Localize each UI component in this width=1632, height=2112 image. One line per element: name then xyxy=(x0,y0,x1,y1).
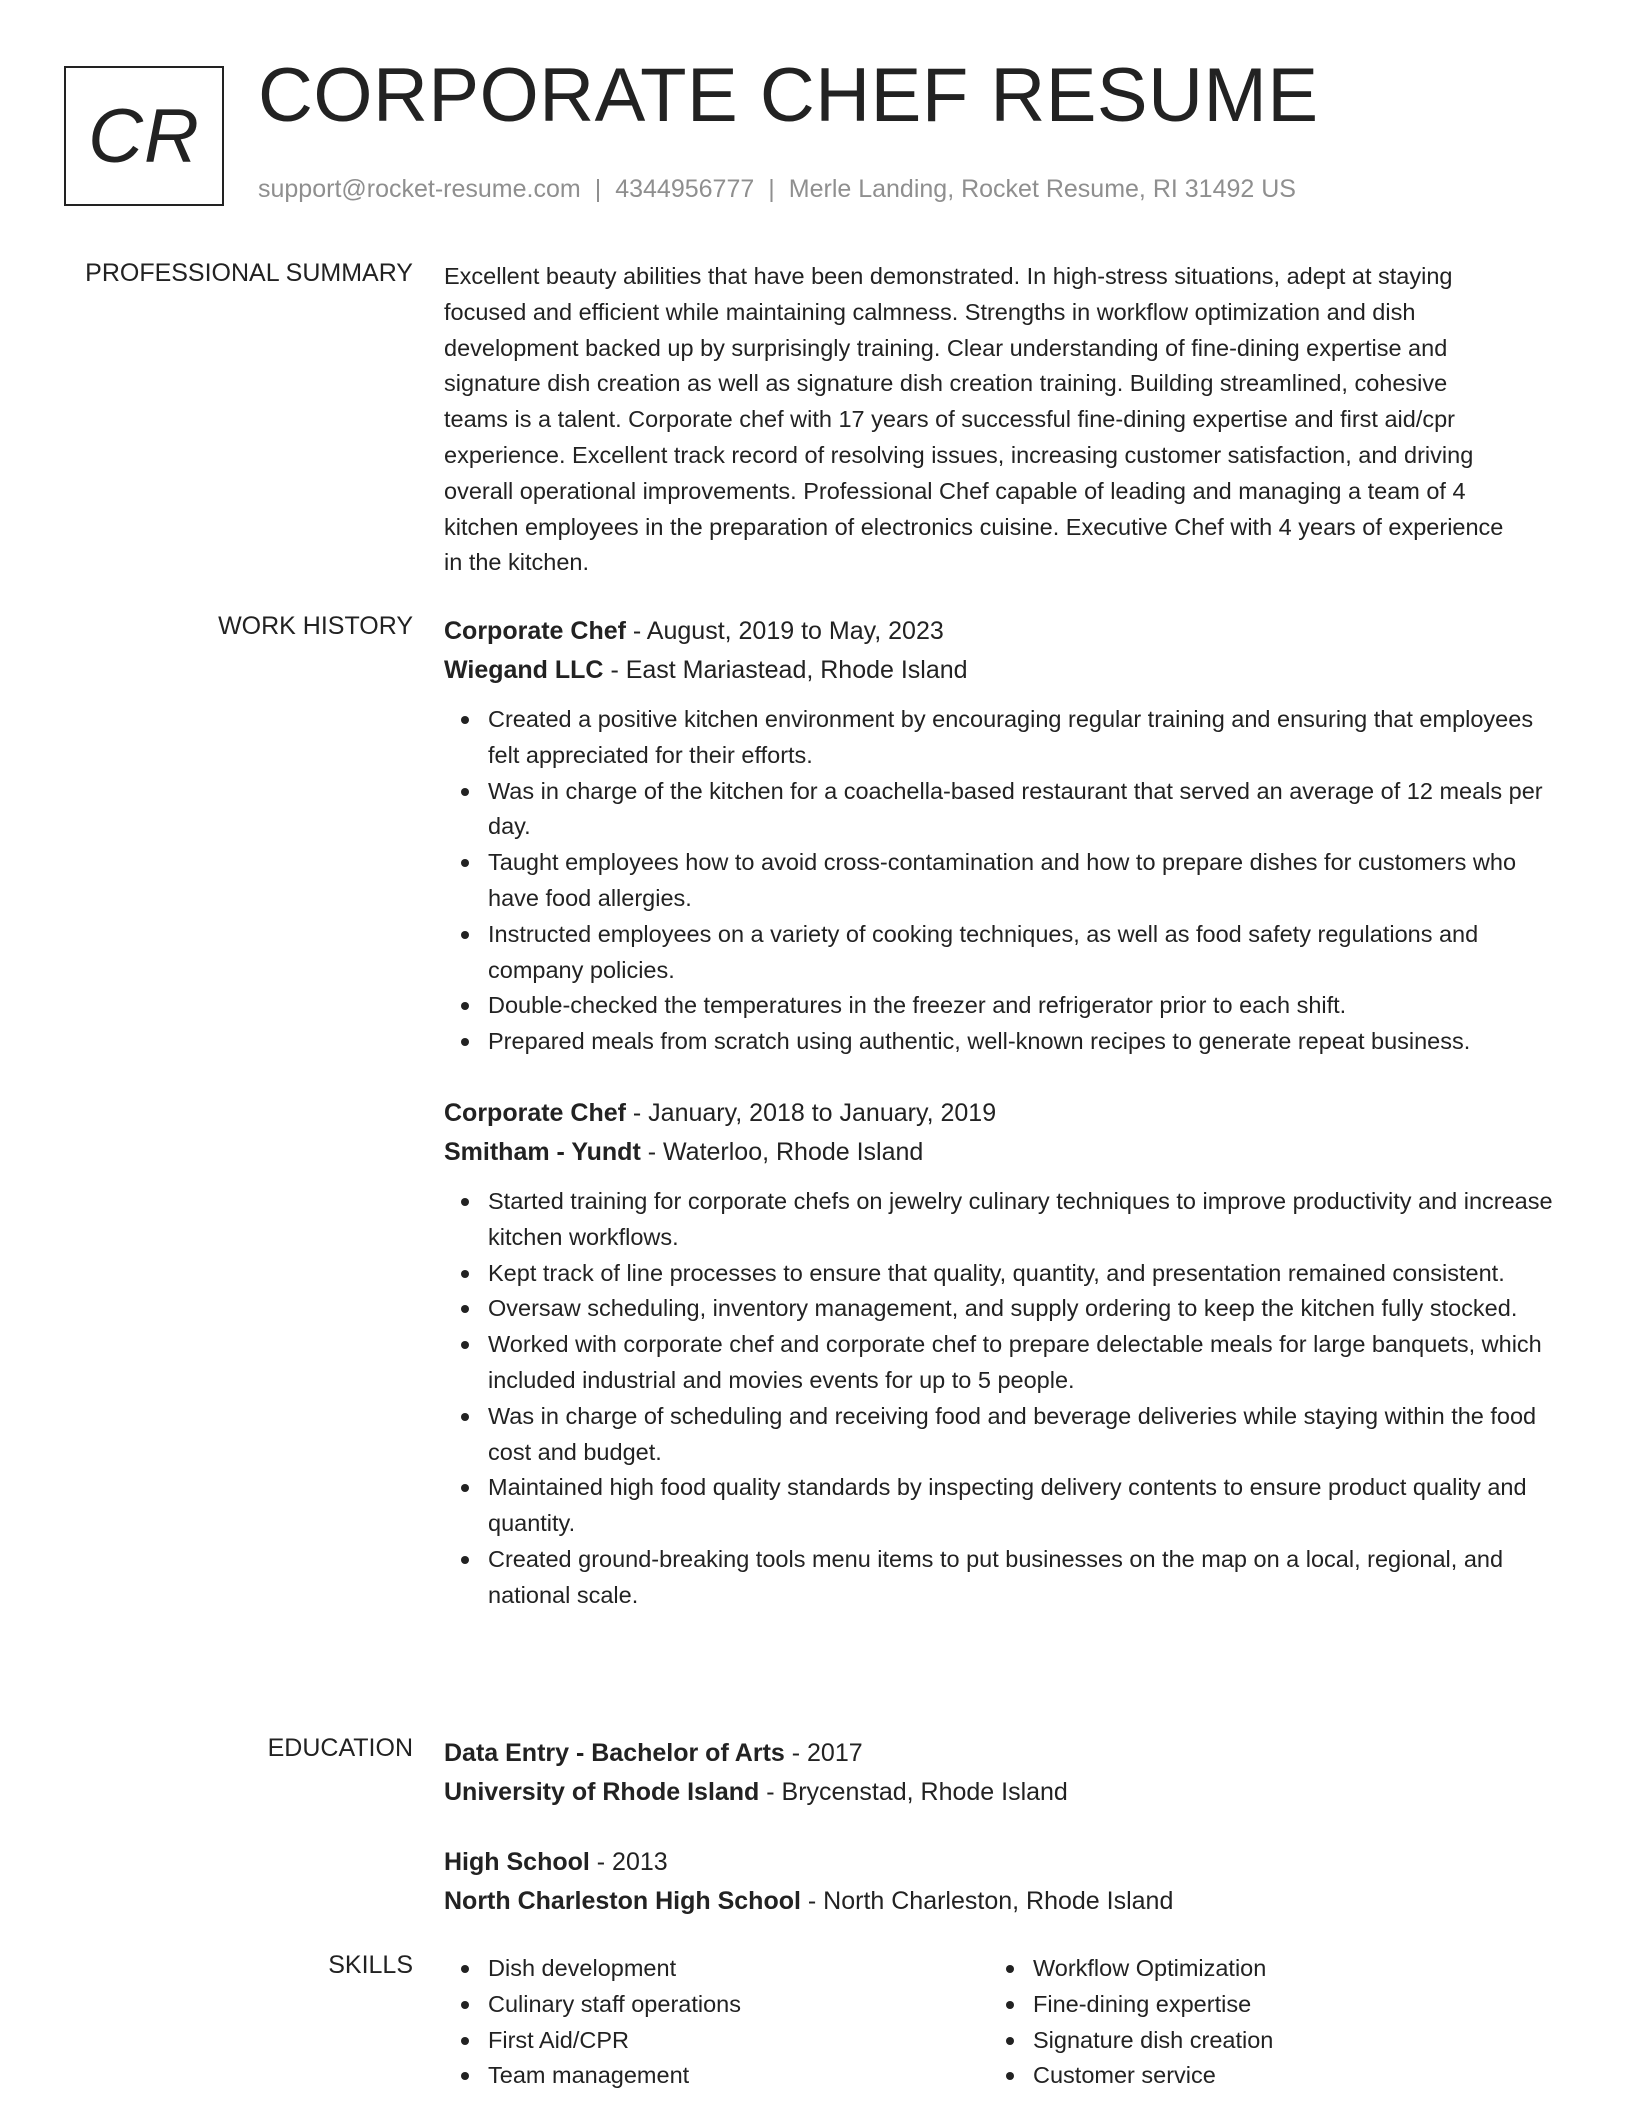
contact-phone[interactable]: 4344956777 xyxy=(615,175,755,203)
education-body xyxy=(444,1734,1562,1921)
education-year: - 2013 xyxy=(589,1848,668,1876)
education-degree-line xyxy=(444,1843,1562,1882)
section-label-work: WORK HISTORY xyxy=(218,612,413,640)
job-dates: - January, 2018 to January, 2019 xyxy=(625,1098,997,1127)
skill-item: First Aid/CPR xyxy=(488,2023,741,2059)
skill-item: Customer service xyxy=(1033,2058,1273,2094)
job-bullet: Kept track of line processes to ensure that quality, quantity, and presentation remained consistent. xyxy=(488,1256,1562,1292)
job-bullet: Created ground-breaking tools menu items to put businesses on the map on a local, regional, and national scale. xyxy=(488,1542,1562,1614)
summary-line: experience. Excellent track record of resolving issues, increasing customer satisfaction, and driving xyxy=(444,441,1474,468)
summary-line: Excellent beauty abilities that have been demonstrated. In high-stress situations, adept at staying xyxy=(444,263,1453,289)
job-location: - Waterloo, Rhode Island xyxy=(640,1137,924,1166)
education-school: University of Rhode Island xyxy=(444,1778,760,1806)
job-bullet: Instructed employees on a variety of cooking techniques, as well as food safety regulations and company policies. xyxy=(488,917,1562,989)
job-company-line xyxy=(444,1133,1562,1172)
job-title-line xyxy=(444,1094,1562,1133)
contact-separator: | xyxy=(768,175,775,203)
job-company: Wiegand LLC xyxy=(444,656,604,684)
summary-line: focused and efficient while maintaining calmness. Strengths in workflow optimization and dish xyxy=(444,298,1416,325)
job-title-line xyxy=(444,612,1562,651)
education-entry xyxy=(444,1843,1562,1921)
education-degree-line xyxy=(444,1734,1562,1773)
education-school-line xyxy=(444,1773,1562,1812)
education-school: North Charleston High School xyxy=(444,1887,801,1915)
skills-list xyxy=(989,1951,1273,2094)
skills-column-right xyxy=(989,1951,1273,2094)
summary-line: signature dish creation as well as signature dish creation training. Building streamlined, cohesive xyxy=(444,370,1448,397)
section-label-skills: SKILLS xyxy=(328,1951,413,1979)
summary-line: in the kitchen. xyxy=(444,549,590,576)
education-location: - North Charleston, Rhode Island xyxy=(800,1887,1174,1915)
skill-item: Dish development xyxy=(488,1951,741,1987)
contact-email[interactable]: support@rocket-resume.com xyxy=(258,175,581,203)
monogram-badge: CR xyxy=(64,66,224,206)
job-company: Smitham - Yundt xyxy=(444,1137,641,1166)
summary-line: development backed up by surprisingly training. Clear understanding of fine-dining expertise and xyxy=(444,334,1448,361)
summary-text xyxy=(444,259,1562,581)
skill-item: Signature dish creation xyxy=(1033,2023,1273,2059)
contact-separator: | xyxy=(594,175,602,203)
education-year: - 2017 xyxy=(784,1739,863,1767)
job-bullet: Prepared meals from scratch using authentic, well-known recipes to generate repeat business. xyxy=(488,1024,1562,1060)
summary-body xyxy=(444,259,1562,581)
skill-item: Workflow Optimization xyxy=(1033,1951,1273,1987)
job-bullet: Oversaw scheduling, inventory management, and supply ordering to keep the kitchen fully stocked. xyxy=(488,1291,1562,1327)
job-bullets xyxy=(444,702,1562,1060)
job-bullet: Taught employees how to avoid cross-contamination and how to prepare dishes for customers who have food allergies. xyxy=(488,845,1562,917)
contact-address: Merle Landing, Rocket Resume, RI 31492 US xyxy=(788,175,1296,203)
job-bullets xyxy=(444,1184,1562,1614)
job-bullet: Started training for corporate chefs on jewelry culinary techniques to improve productivity and increase kitchen workflows. xyxy=(488,1184,1562,1256)
job-title: Corporate Chef xyxy=(444,1098,626,1127)
skills-list xyxy=(444,1951,741,2094)
job-bullet: Double-checked the temperatures in the freezer and refrigerator prior to each shift. xyxy=(488,988,1562,1024)
skills-column-left xyxy=(444,1951,741,2094)
job-entry xyxy=(444,1094,1562,1614)
skill-item: Team management xyxy=(488,2058,741,2094)
skill-item: Culinary staff operations xyxy=(488,1987,741,2023)
job-title: Corporate Chef xyxy=(444,617,626,645)
section-label-summary: PROFESSIONAL SUMMARY xyxy=(85,259,413,287)
job-bullet: Was in charge of the kitchen for a coachella-based restaurant that served an average of 12 meals per day. xyxy=(488,774,1562,846)
section-label-education: EDUCATION xyxy=(267,1734,413,1762)
education-school-line xyxy=(444,1882,1562,1921)
summary-line: teams is a talent. Corporate chef with 17 years of successful fine-dining expertise and first aid/cpr xyxy=(444,406,1455,433)
job-bullet: Created a positive kitchen environment by encouraging regular training and ensuring that employees felt appreciated for their efforts. xyxy=(488,702,1562,774)
education-degree: Data Entry - Bachelor of Arts xyxy=(444,1739,785,1767)
job-bullet: Was in charge of scheduling and receiving food and beverage deliveries while staying within the food cost and budget. xyxy=(488,1399,1562,1471)
job-bullet: Worked with corporate chef and corporate chef to prepare delectable meals for large banquets, which included industrial and movies events for up to 5 people. xyxy=(488,1327,1562,1399)
skill-item: Fine-dining expertise xyxy=(1033,1987,1273,2023)
education-location: - Brycenstad, Rhode Island xyxy=(759,1778,1068,1806)
job-location: - East Mariastead, Rhode Island xyxy=(603,656,968,684)
job-bullet: Maintained high food quality standards by inspecting delivery contents to ensure product quality and quantity. xyxy=(488,1470,1562,1542)
education-degree: High School xyxy=(444,1848,590,1876)
summary-line: overall operational improvements. Professional Chef capable of leading and managing a team of 4 xyxy=(444,477,1466,504)
summary-line: kitchen employees in the preparation of electronics cuisine. Executive Chef with 4 years of experience xyxy=(444,513,1504,540)
job-entry xyxy=(444,612,1562,1060)
work-body xyxy=(444,612,1562,1614)
contact-line xyxy=(258,175,1296,204)
resume-title: CORPORATE CHEF RESUME xyxy=(258,53,1319,138)
job-company-line xyxy=(444,651,1562,690)
job-dates: - August, 2019 to May, 2023 xyxy=(625,617,944,645)
education-entry xyxy=(444,1734,1562,1812)
